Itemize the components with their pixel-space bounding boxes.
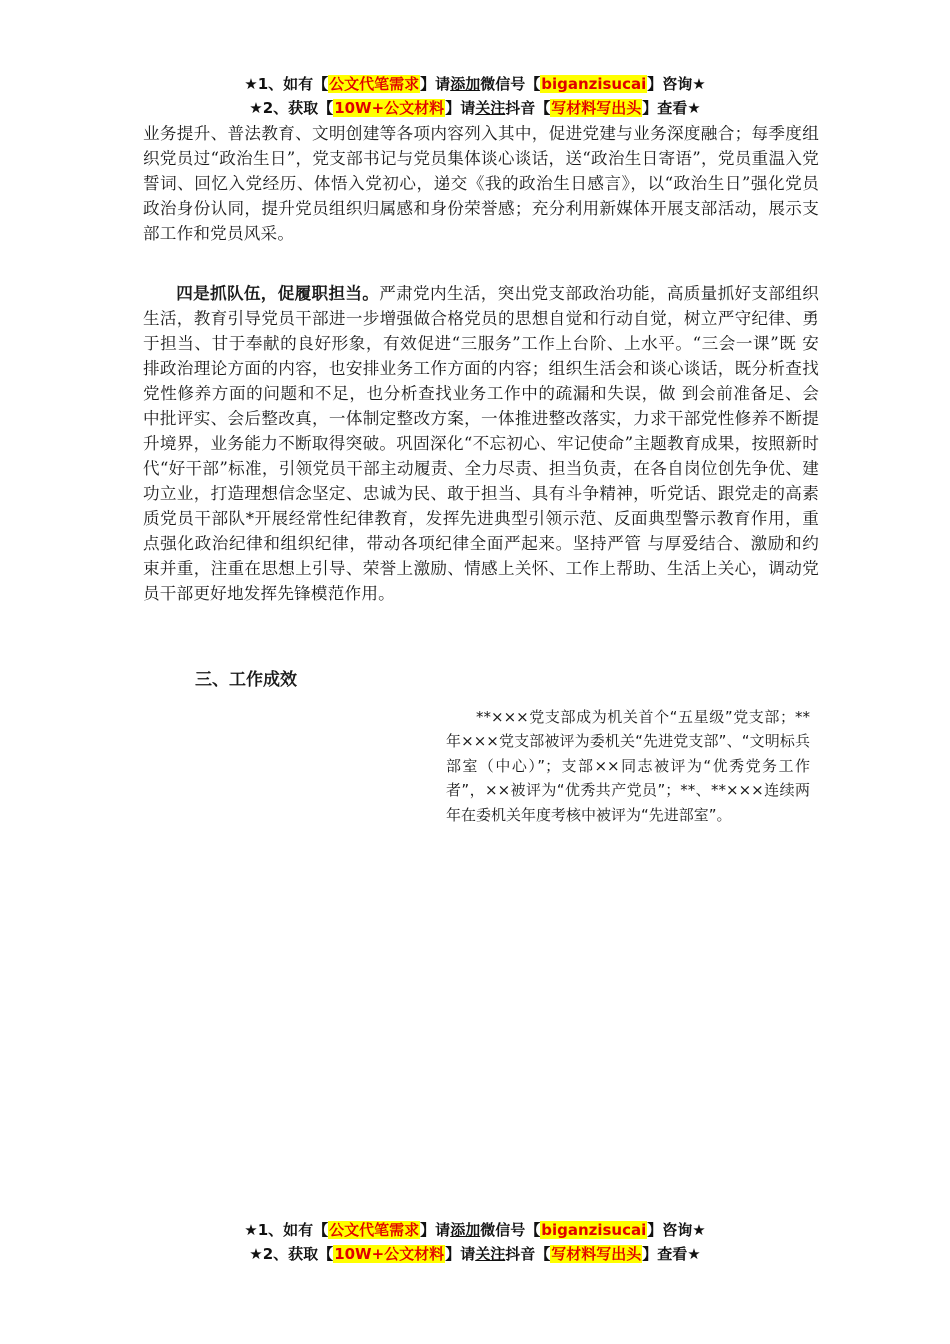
paragraph-2-lead: 四是抓队伍，促履职担当。 <box>176 283 380 303</box>
underlined-word: 关注 <box>475 1245 506 1263</box>
banner-line-2 <box>0 1242 950 1266</box>
underlined-word: 添加 <box>450 75 481 93</box>
highlight-service: 公文代笔需求 <box>329 75 420 93</box>
highlight-service: 公文代笔需求 <box>329 1221 420 1239</box>
banner-text: 抖音【 <box>505 1245 551 1263</box>
paragraph-2-body: 严肃党内生活，突出党支部政治功能，高质量抓好支部组织生活，教育引导党员干部进一步增强做合格党员的思想自觉和行动自觉，树立严守纪律、勇于担当、甘于奉献的良好形象，有效促进“三服务”工作上台阶、上水平。“三会一课”既 安排政治理论方面的内容，也安排业务工作方面的内容；组织生活会和谈心谈话，既分析查找党性修养方面的问题和不足，也分析查找业务工作中的疏漏和失误，做 到会前准备足、会中批评实、会后整改真，一体制定整改方案，一体推进整改落实，力求干部党性修养不断提升境界，业务能力不断取得突破。巩固深化“不忘初心、牢记使命”主题教育成果，按照新时代“好干部”标准，引领党员干部主动履责、全力尽责、担当负责，在各自岗位创先争优、建功立业，打造理想信念坚定、忠诚为民、敢于担当、具有斗争精神，听党话、跟党走的高素质党员干部队*开展经常性纪律教育，发挥先进典型引领示范、反面典型警示教育作用，重点强化政治纪律和组织纪律，带动各项纪律全面严起来。坚持严管 与厚爱结合、激励和约束并重，注重在思想上引导、荣誉上激励、情感上关怀、工作上帮助、生活上关心，调动党员干部更好地发挥先锋模范作用。 <box>143 284 819 603</box>
banner-text: 】请 <box>445 1245 476 1263</box>
paragraph-1: 业务提升、普法教育、文明创建等各项内容列入其中，促进党建与业务深度融合；每季度组织党员过“政治生日”，党支部书记与党员集体谈心谈话，送“政治生日寄语”，党员重温入党誓词、回忆入党经历、体悟入党初心，递交《我的政治生日感言》，以“政治生日”强化党员政治身份认同，提升党员组织归属感和身份荣誉感；充分利用新媒体开展支部活动，展示支部工作和党员风采。 <box>143 124 819 243</box>
banner-text: 微信号【 <box>480 1221 541 1239</box>
highlight-wechat-id: biganzisucai <box>541 75 647 93</box>
banner-text: 】请 <box>420 75 451 93</box>
banner-text: ★2、获取【 <box>249 99 334 117</box>
banner-text: 微信号【 <box>480 75 541 93</box>
banner-line-2 <box>0 96 950 120</box>
bottom-banner <box>0 1218 950 1266</box>
top-banner <box>0 72 950 120</box>
banner-line-1 <box>0 1218 950 1242</box>
banner-text: ★1、如有【 <box>244 75 329 93</box>
banner-text: 】请 <box>445 99 476 117</box>
banner-line-1 <box>0 72 950 96</box>
banner-text: 】查看★ <box>642 1245 701 1263</box>
banner-text: 】咨询★ <box>647 75 706 93</box>
highlight-douyin-account: 写材料写出头 <box>551 1245 642 1263</box>
underlined-word: 关注 <box>475 99 506 117</box>
underlined-word: 添加 <box>450 1221 481 1239</box>
banner-text: 】咨询★ <box>647 1221 706 1239</box>
banner-text: ★1、如有【 <box>244 1221 329 1239</box>
banner-text: ★2、获取【 <box>249 1245 334 1263</box>
section-heading-results: 三、工作成效 <box>195 670 297 690</box>
highlight-materials: 10W+公文材料 <box>334 99 445 117</box>
highlight-douyin-account: 写材料写出头 <box>551 99 642 117</box>
banner-text: 】查看★ <box>642 99 701 117</box>
highlight-wechat-id: biganzisucai <box>541 1221 647 1239</box>
banner-text: 】请 <box>420 1221 451 1239</box>
banner-text: 抖音【 <box>505 99 551 117</box>
highlight-materials: 10W+公文材料 <box>334 1245 445 1263</box>
paragraph-2 <box>143 281 819 606</box>
results-text: **×××党支部成为机关首个“五星级”党支部；**年×××党支部被评为委机关“先进党支部”、“文明标兵部室（中心）”；支部××同志被评为“优秀党务工作者”，××被评为“优秀共产党员”；**、**×××连续两年在委机关年度考核中被评为“先进部室”。 <box>446 708 810 824</box>
